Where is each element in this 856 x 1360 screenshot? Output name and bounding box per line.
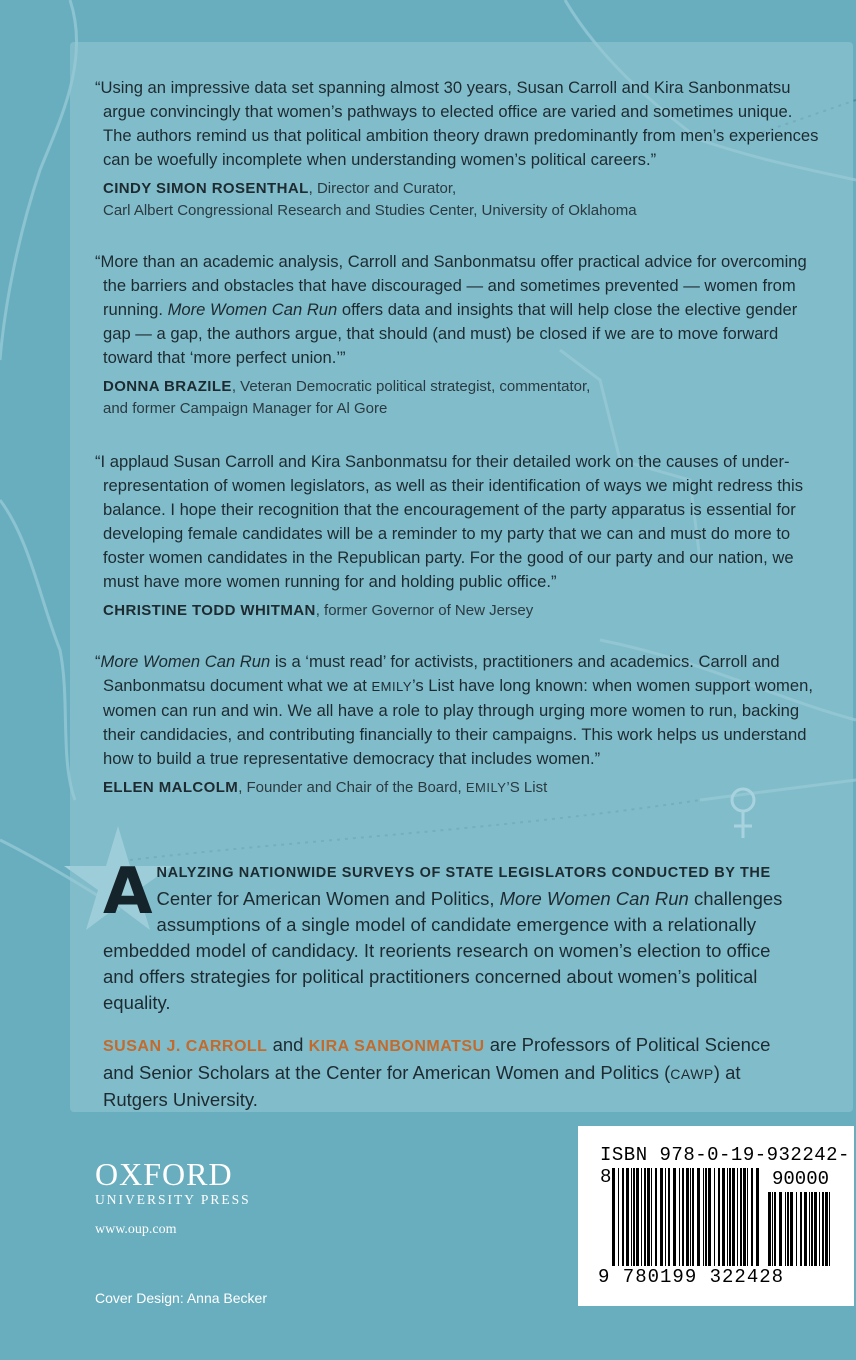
barcode-bar [819, 1192, 820, 1266]
barcode-bar [641, 1168, 642, 1266]
barcode-bar [644, 1168, 646, 1266]
cover-design-credit: Cover Design: Anna Becker [95, 1290, 267, 1306]
barcode-bar [768, 1192, 771, 1266]
barcode-panel [578, 1126, 854, 1306]
barcode-bar [790, 1192, 793, 1266]
book-title: More Women Can Run [167, 300, 338, 319]
barcode-bar [682, 1168, 684, 1266]
author-bio [103, 1032, 803, 1113]
barcode-bar [679, 1168, 680, 1266]
emily-smallcaps: EMILY [465, 780, 507, 795]
author-name: KIRA SANBONMATSU [308, 1038, 485, 1055]
reviewer-role: , Founder and Chair of the Board, [238, 779, 466, 796]
barcode-bar [660, 1168, 663, 1266]
barcode-bar [774, 1192, 776, 1266]
blurb-attribution [95, 376, 825, 420]
barcode-bar [737, 1168, 738, 1266]
reviewer-name: ELLEN MALCOLM [103, 779, 239, 796]
summary-paragraph [103, 855, 803, 1016]
barcode-bar [809, 1192, 810, 1266]
reviewer-role: , Veteran Democratic political strategist, commentator, [231, 378, 591, 395]
barcode-bar [655, 1168, 657, 1266]
drop-cap: A [103, 855, 153, 929]
blurb-whitman [95, 450, 825, 622]
blurb-malcolm [95, 650, 825, 799]
barcode-bar [785, 1192, 786, 1266]
barcode-bar [622, 1168, 624, 1266]
blurb-text-part: is a ‘must read’ for activists, practitioners and academics. Carroll and Sanbonmatsu document what we at [103, 652, 780, 695]
blurb-text-part: ’s List have long known: when women support women, women can run and win. We all have a role to play through urging more women to run, backing their candidacies, and contributing financially to their campaigns. This work helps us understand how to build a true representative democracy that includes women.” [103, 676, 813, 768]
blurb-brazile [95, 250, 825, 420]
author-name: SUSAN J. CARROLL [103, 1038, 268, 1055]
barcode-bar [686, 1168, 689, 1266]
blurb-attribution [95, 777, 825, 799]
blurb-attribution [95, 178, 825, 222]
summary-text: Center for American Women and Politics, [156, 888, 500, 909]
barcode-bar [618, 1168, 619, 1266]
barcode-bar [636, 1168, 639, 1266]
publisher-press: UNIVERSITY PRESS [95, 1192, 251, 1207]
summary-lead: NALYZING NATIONWIDE SURVEYS OF STATE LEGISLATORS CONDUCTED BY THE [156, 865, 771, 881]
publisher-logo [95, 1158, 251, 1208]
price-code: 90000 [772, 1168, 830, 1190]
barcode-bar [647, 1168, 650, 1266]
reviewer-name: CINDY SIMON ROSENTHAL [103, 180, 309, 197]
bio-text: ) at Rutgers University. [103, 1062, 741, 1110]
barcode-bar [829, 1192, 830, 1266]
barcode-bar [626, 1168, 629, 1266]
barcode-bar [732, 1168, 735, 1266]
barcode-bar [633, 1168, 635, 1266]
barcode-bar [800, 1192, 802, 1266]
barcode-bar [740, 1168, 742, 1266]
emily-smallcaps: EMILY [371, 679, 412, 694]
reviewer-role: , Director and Curator, [308, 180, 457, 197]
barcode-bar [665, 1168, 666, 1266]
price-barcode [768, 1192, 834, 1266]
barcode-bar [612, 1168, 615, 1266]
barcode-bar [697, 1168, 700, 1266]
book-summary [103, 855, 803, 1113]
blurb-text: “I applaud Susan Carroll and Kira Sanbonmatsu for their detailed work on the causes of under-representation of women legislators, as well as their identification of ways we might redress this balance. I hope their recognition that the encouragement of the party apparatus is essential for developing female candidates will be a reminder to my party that we can and must do more to foster women candidates in the Republican party. For the good of our party and our nation, we must have more women running for and holding public office.” [95, 452, 804, 591]
barcode-bar [747, 1168, 748, 1266]
reviewer-name: DONNA BRAZILE [103, 378, 232, 395]
barcode-bar [822, 1192, 824, 1266]
barcode-bar [727, 1168, 728, 1266]
summary-text: challenges assumptions of a single model of candidate emergence with a relationally embedded model of candidacy. It reorients research on women’s election to office and offers strategies for political practitioners concerned about women’s political equality. [103, 888, 783, 1013]
open-quote: “ [95, 652, 101, 671]
barcode-bar [825, 1192, 828, 1266]
barcode-bar [690, 1168, 691, 1266]
barcode-bar [729, 1168, 731, 1266]
reviewer-role: , former Governor of New Jersey [315, 602, 534, 619]
book-title: More Women Can Run [499, 888, 689, 909]
reviewer-affiliation: and former Campaign Manager for Al Gore [103, 400, 388, 417]
barcode-bar [772, 1192, 773, 1266]
book-title: More Women Can Run [100, 652, 271, 671]
barcode-bar [705, 1168, 707, 1266]
blurb-text-part: offers data and insights that will help close the elective gender gap — a gap, the authors argue, that should (and must) be closed if we are to move forward toward that ‘more perfect union.’” [103, 300, 798, 367]
barcode-bar [779, 1192, 782, 1266]
barcode-bar [796, 1192, 797, 1266]
barcode-bar [651, 1168, 652, 1266]
blurb-text [95, 250, 825, 370]
barcode-bar [708, 1168, 711, 1266]
barcode-bar [814, 1192, 817, 1266]
barcode-bar [811, 1192, 813, 1266]
barcode-bar [756, 1168, 759, 1266]
bio-text: are Professors of Political Science and Senior Scholars at the Center for American Women and Politics ( [103, 1034, 771, 1083]
reviewer-name: CHRISTINE TODD WHITMAN [103, 602, 316, 619]
blurb-rosenthal [95, 76, 825, 222]
barcode-bar [631, 1168, 632, 1266]
blurb-text: “Using an impressive data set spanning almost 30 years, Susan Carroll and Kira Sanbonmatsu argue convincingly that women’s pathways to elected office are varied and sometimes unique. The authors remind us that political ambition theory drawn predominantly from men’s experiences can be woefully incomplete when understanding women’s political careers.” [95, 78, 819, 169]
barcode-bar [722, 1168, 725, 1266]
barcode-bar [692, 1168, 694, 1266]
barcode-bar [804, 1192, 807, 1266]
barcode-bar [714, 1168, 715, 1266]
barcode-bar [718, 1168, 720, 1266]
publisher-wordmark: OXFORD [95, 1156, 233, 1192]
barcode-bar [673, 1168, 676, 1266]
barcode-bar [787, 1192, 789, 1266]
publisher-url: www.oup.com [95, 1222, 177, 1237]
ean-digits: 9 780199 322428 [598, 1266, 785, 1288]
barcode-bar [743, 1168, 746, 1266]
ean-barcode [612, 1168, 762, 1266]
barcode-bar [751, 1168, 753, 1266]
blurb-attribution [95, 600, 825, 622]
barcode-bar [703, 1168, 704, 1266]
blurb-text-part: “More than an academic analysis, Carroll and Sanbonmatsu offer practical advice for overcoming the barriers and obstacles that have discouraged — and sometimes prevented — women from running. [95, 252, 807, 319]
cawp-smallcaps: CAWP [670, 1066, 714, 1082]
barcode-bar [668, 1168, 670, 1266]
reviewer-affiliation: Carl Albert Congressional Research and Studies Center, University of Oklahoma [103, 202, 637, 219]
blurb-text [95, 650, 825, 771]
isbn-text: ISBN 978-0-19-932242-8 [600, 1144, 850, 1188]
reviewer-role-end: ’S List [506, 779, 548, 796]
bio-text: and [267, 1034, 309, 1055]
